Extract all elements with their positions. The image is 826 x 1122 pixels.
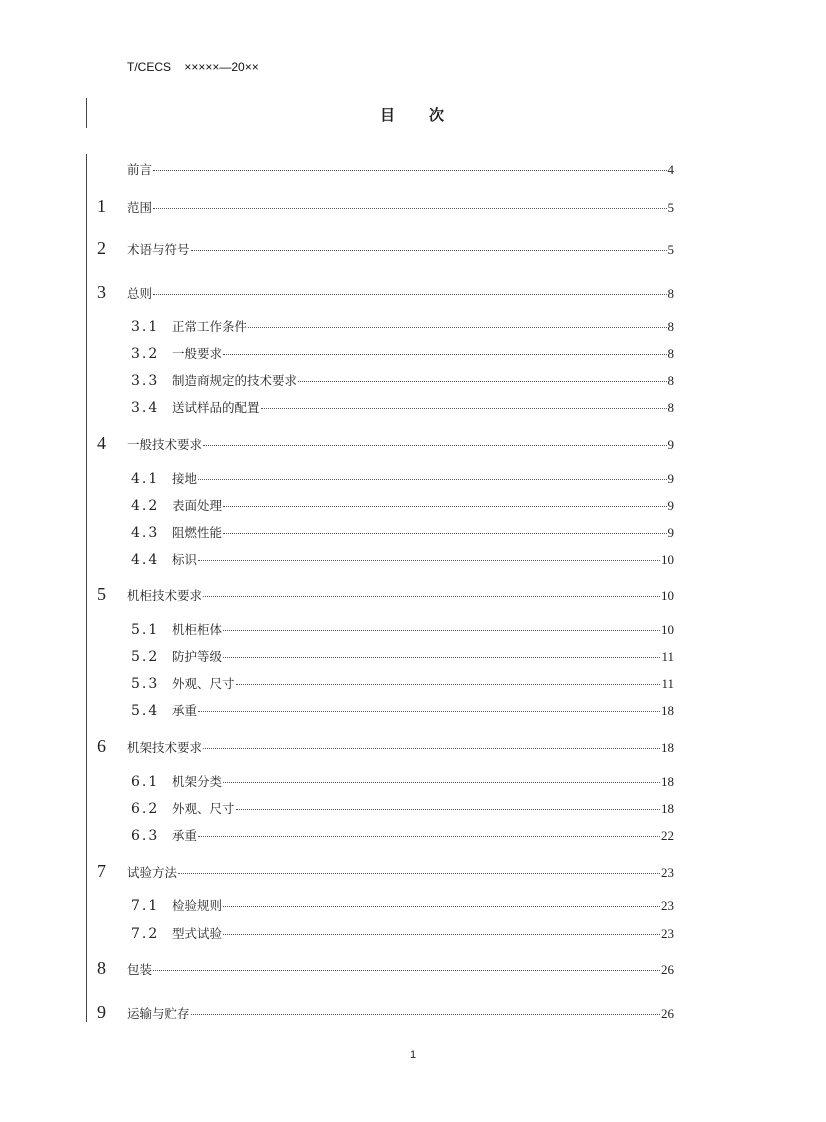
toc-dot-leader <box>236 684 661 685</box>
toc-entry-label: 标识 <box>172 552 198 567</box>
toc-entry-page: 26 <box>661 962 674 977</box>
toc-entry-page: 9 <box>667 437 674 452</box>
toc-entry[interactable] <box>0 161 826 181</box>
footer-page-number: 1 <box>409 1049 417 1061</box>
toc-entry-label: 承重 <box>172 703 198 718</box>
toc-entry-page: 11 <box>661 676 674 691</box>
toc-entry-label: 检验规则 <box>172 898 223 913</box>
toc-dot-leader <box>236 809 660 810</box>
toc-entry[interactable] <box>0 399 826 419</box>
toc-entry-page: 18 <box>661 774 674 789</box>
toc-dot-leader <box>153 294 666 295</box>
toc-dot-leader <box>223 782 660 783</box>
toc-dot-leader <box>198 836 660 837</box>
toc-entry-page: 9 <box>667 498 674 513</box>
toc-entry[interactable] <box>0 773 826 793</box>
toc-entry[interactable] <box>0 470 826 490</box>
toc-entry-label: 一般要求 <box>172 346 223 361</box>
toc-dot-leader <box>198 711 660 712</box>
toc-entry-label: 机柜柜体 <box>172 622 223 637</box>
toc-entry-page: 8 <box>667 373 674 388</box>
toc-subentry-number: 3.1 <box>131 319 160 335</box>
toc-dot-leader <box>223 630 660 631</box>
toc-entry-label: 接地 <box>172 471 198 486</box>
toc-dot-leader <box>153 970 660 971</box>
page-header-code: T/CECS ×××××—20×× <box>127 60 259 74</box>
toc-entry-label: 总则 <box>127 286 153 301</box>
toc-entry-label: 阻燃性能 <box>172 525 223 540</box>
toc-entry[interactable] <box>0 827 826 847</box>
toc-entry-label: 外观、尺寸 <box>172 801 235 816</box>
toc-dot-leader <box>261 408 667 409</box>
toc-entry-page: 11 <box>661 649 674 664</box>
toc-entry-number: 8 <box>97 958 106 978</box>
toc-title-char-1: 目 <box>379 106 397 124</box>
toc-entry-label: 表面处理 <box>172 498 223 513</box>
toc-subentry-number: 5.2 <box>131 649 160 665</box>
toc-subentry-number: 3.3 <box>131 373 160 389</box>
toc-entry-number: 5 <box>97 584 106 604</box>
toc-entry[interactable] <box>0 524 826 544</box>
toc-entry-page: 18 <box>661 703 674 718</box>
toc-entry[interactable] <box>0 196 826 219</box>
toc-entry-page: 8 <box>667 346 674 361</box>
toc-entry[interactable] <box>0 282 826 305</box>
toc-entry-number: 7 <box>97 861 106 881</box>
toc-entry-page: 18 <box>661 740 674 755</box>
toc-dot-leader <box>198 479 666 480</box>
toc-entry-page: 23 <box>661 865 674 880</box>
toc-dot-leader <box>191 1014 660 1015</box>
toc-subentry-number: 4.2 <box>131 498 160 514</box>
toc-dot-leader <box>223 354 666 355</box>
toc-entry-label: 术语与符号 <box>127 242 190 257</box>
toc-entry-label: 运输与贮存 <box>127 1006 190 1021</box>
toc-dot-leader <box>223 533 666 534</box>
toc-entry-page: 23 <box>661 926 674 941</box>
toc-subentry-number: 4.1 <box>131 471 160 487</box>
toc-entry[interactable] <box>0 736 826 759</box>
toc-entry-label: 防护等级 <box>172 649 223 664</box>
toc-entry-page: 26 <box>661 1006 674 1021</box>
toc-dot-leader <box>153 208 666 209</box>
toc-dot-leader <box>178 873 660 874</box>
toc-entry-page: 5 <box>667 200 674 215</box>
toc-subentry-number: 6.2 <box>131 801 160 817</box>
toc-subentry-number: 6.1 <box>131 774 160 790</box>
toc-entry-page: 9 <box>667 525 674 540</box>
toc-subentry-number: 5.1 <box>131 622 160 638</box>
toc-dot-leader <box>198 560 660 561</box>
toc-entry[interactable] <box>0 861 826 884</box>
toc-dot-leader <box>203 748 660 749</box>
toc-entry-label: 机架技术要求 <box>127 740 203 755</box>
toc-entry-label: 机架分类 <box>172 774 223 789</box>
toc-entry[interactable] <box>0 675 826 695</box>
toc-dot-leader <box>203 596 660 597</box>
toc-entry[interactable] <box>0 800 826 820</box>
toc-entry[interactable] <box>0 433 826 456</box>
toc-subentry-number: 3.4 <box>131 400 160 416</box>
toc-entry-number: 3 <box>97 282 106 302</box>
toc-entry-page: 5 <box>667 242 674 257</box>
toc-entry-number: 6 <box>97 736 106 756</box>
toc-dot-leader <box>223 506 666 507</box>
toc-subentry-number: 4.4 <box>131 552 160 568</box>
toc-entry[interactable] <box>0 318 826 338</box>
toc-subentry-number: 5.4 <box>131 703 160 719</box>
toc-title-char-2: 次 <box>429 106 447 124</box>
toc-dot-leader <box>153 170 666 171</box>
toc-entry[interactable] <box>0 1002 826 1025</box>
toc-entry-label: 试验方法 <box>127 865 178 880</box>
toc-entry[interactable] <box>0 648 826 668</box>
toc-dot-leader <box>223 934 660 935</box>
toc-entry-page: 18 <box>661 801 674 816</box>
toc-entry-label: 机柜技术要求 <box>127 588 203 603</box>
toc-dot-leader <box>298 381 666 382</box>
toc-dot-leader <box>191 250 667 251</box>
toc-entry-number: 9 <box>97 1002 106 1022</box>
toc-subentry-number: 7.2 <box>131 926 160 942</box>
toc-entry[interactable] <box>0 345 826 365</box>
toc-subentry-number: 3.2 <box>131 346 160 362</box>
toc-dot-leader <box>248 327 666 328</box>
toc-entry-page: 10 <box>661 622 674 637</box>
toc-entry-page: 8 <box>667 319 674 334</box>
toc-entry-number: 4 <box>97 433 106 453</box>
toc-dot-leader <box>203 445 666 446</box>
toc-entry-page: 9 <box>667 471 674 486</box>
toc-entry[interactable] <box>0 497 826 517</box>
toc-entry-label: 范围 <box>127 200 153 215</box>
toc-entry-number: 1 <box>97 196 106 216</box>
toc-entry-label: 送试样品的配置 <box>172 400 260 415</box>
toc-entry[interactable] <box>0 925 826 945</box>
toc-entry-label: 外观、尺寸 <box>172 676 235 691</box>
toc-entry-label: 制造商规定的技术要求 <box>172 373 298 388</box>
toc-entry-page: 23 <box>661 898 674 913</box>
toc-subentry-number: 7.1 <box>131 898 160 914</box>
toc-entry[interactable] <box>0 958 826 981</box>
toc-entry[interactable] <box>0 372 826 392</box>
toc-entry[interactable] <box>0 551 826 571</box>
toc-entry-page: 4 <box>667 162 674 177</box>
toc-dot-leader <box>223 657 660 658</box>
toc-entry-page: 22 <box>661 828 674 843</box>
toc-entry-label: 包装 <box>127 962 153 977</box>
toc-entry-page: 10 <box>661 552 674 567</box>
toc-entry[interactable] <box>0 897 826 917</box>
toc-entry-label: 前言 <box>127 162 153 177</box>
toc-entry-label: 型式试验 <box>172 926 223 941</box>
toc-subentry-number: 4.3 <box>131 525 160 541</box>
toc-entry[interactable] <box>0 621 826 641</box>
toc-entry-page: 8 <box>667 400 674 415</box>
toc-subentry-number: 6.3 <box>131 828 160 844</box>
toc-entry[interactable] <box>0 702 826 722</box>
toc-entry-label: 承重 <box>172 828 198 843</box>
toc-entry-page: 10 <box>661 588 674 603</box>
toc-subentry-number: 5.3 <box>131 676 160 692</box>
toc-entry[interactable] <box>0 584 826 607</box>
toc-entry-label: 正常工作条件 <box>172 319 248 334</box>
toc-entry[interactable] <box>0 238 826 261</box>
toc-entry-number: 2 <box>97 238 106 258</box>
toc-entry-label: 一般技术要求 <box>127 437 203 452</box>
toc-dot-leader <box>223 906 660 907</box>
toc-entry-page: 8 <box>667 286 674 301</box>
